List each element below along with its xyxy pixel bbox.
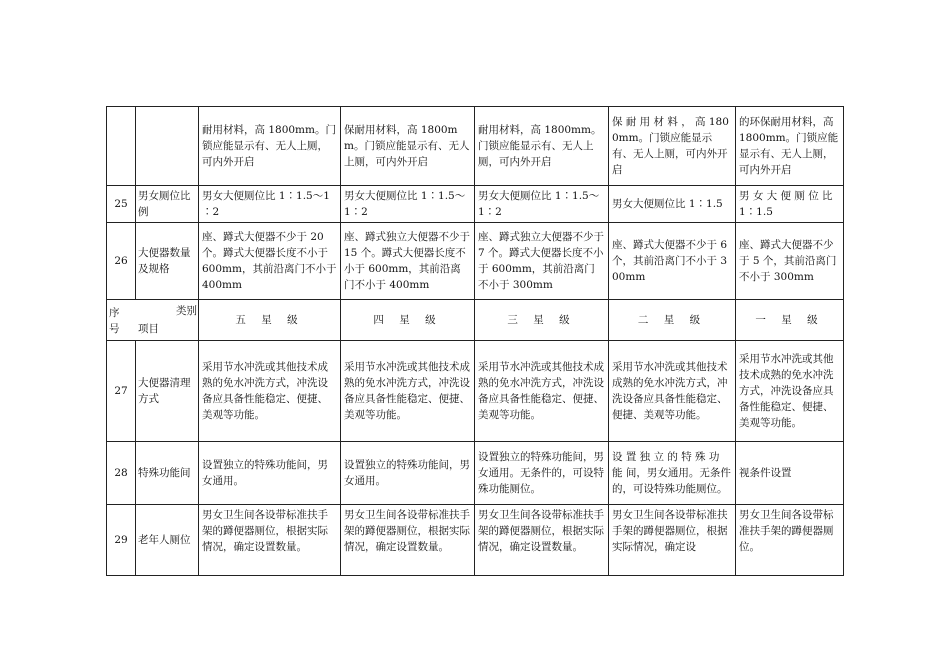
header-seq-label: 序号 — [109, 307, 120, 335]
cell-five-star: 男女大便厕位比 1∶1.5～1∶2 — [199, 186, 341, 223]
row-item: 大便器清理方式 — [136, 341, 199, 442]
cell-one-star: 男 女 大 便 厕 位 比 1∶1.5 — [736, 186, 844, 223]
row-number: 27 — [107, 341, 136, 442]
row-number — [107, 107, 136, 186]
row-number: 25 — [107, 186, 136, 223]
header-four-star: 四 星 级 — [341, 300, 475, 341]
header-five-star: 五 星 级 — [199, 300, 341, 341]
cell-one-star: 座、蹲式大便器不少于 5 个，其前沿离门不小于 300mm — [736, 223, 844, 300]
standards-table — [106, 106, 844, 576]
cell-two-star: 座、蹲式大便器不少于 6 个，其前沿离门不小于 300mm — [609, 223, 736, 300]
table-row — [107, 186, 844, 223]
cell-one-star: 的环保耐用材料，高 1800mm。门锁应能显示有、无人上厕，可内外开启 — [736, 107, 844, 186]
cell-five-star: 座、蹲式大便器不少于 20 个。蹲式大便器长度不小于 600mm，其前沿离门不小于 400mm — [199, 223, 341, 300]
cell-four-star: 采用节水冲洗或其他技术成熟的免水冲洗方式，冲洗设备应具备性能稳定、便捷、美观等功能。 — [341, 341, 475, 442]
cell-one-star: 男女卫生间各设带标准扶手架的蹲便器厕位。 — [736, 505, 844, 576]
header-one-star: 一 星 级 — [736, 300, 844, 341]
cell-four-star: 座、蹲式独立大便器不少于 15 个。蹲式大便器长度不小于 600mm，其前沿离门不小于 400mm — [341, 223, 475, 300]
cell-five-star: 耐用材料，高 1800mm。门锁应能显示有、无人上厕，可内外开启 — [199, 107, 341, 186]
table-row — [107, 341, 844, 442]
cell-three-star: 耐用材料，高 1800mm。门锁应能显示有、无人上厕，可内外开启 — [475, 107, 609, 186]
header-three-star: 三 星 级 — [475, 300, 609, 341]
cell-five-star: 男女卫生间各设带标准扶手架的蹲便器厕位，根据实际情况，确定设置数量。 — [199, 505, 341, 576]
table-row — [107, 107, 844, 186]
row-number: 29 — [107, 505, 136, 576]
table-row — [107, 223, 844, 300]
cell-three-star: 座、蹲式独立大便器不少于 7 个。蹲式大便器长度不小于 600mm，其前沿离门不小于 300mm — [475, 223, 609, 300]
cell-three-star: 采用节水冲洗或其他技术成熟的免水冲洗方式，冲洗设备应具备性能稳定、便捷、美观等功能。 — [475, 341, 609, 442]
table-row — [107, 442, 844, 505]
cell-five-star: 采用节水冲洗或其他技术成熟的免水冲洗方式，冲洗设备应具备性能稳定、便捷、美观等功能。 — [199, 341, 341, 442]
row-item — [136, 107, 199, 186]
cell-four-star: 保耐用材料，高 1800mm。门锁应能显示有、无人上厕，可内外开启 — [341, 107, 475, 186]
row-item: 特殊功能间 — [136, 442, 199, 505]
cell-two-star: 男女卫生间各设带标准扶手架的蹲便器厕位，根据实际情况，确定设 — [609, 505, 736, 576]
cell-one-star: 采用节水冲洗或其他技术成熟的免水冲洗方式，冲洗设备应具备性能稳定、便捷、美观等功能。 — [736, 341, 844, 442]
table-header-row — [107, 300, 844, 341]
header-item-label: 项目 — [138, 323, 159, 335]
cell-four-star: 男女卫生间各设带标准扶手架的蹲便器厕位，根据实际情况，确定设置数量。 — [341, 505, 475, 576]
row-number: 28 — [107, 442, 136, 505]
cell-four-star: 设置独立的特殊功能间，男女通用。 — [341, 442, 475, 505]
row-number: 26 — [107, 223, 136, 300]
cell-three-star: 男女大便厕位比 1∶1.5～1∶2 — [475, 186, 609, 223]
cell-three-star: 男女卫生间各设带标准扶手架的蹲便器厕位，根据实际情况，确定设置数量。 — [475, 505, 609, 576]
cell-two-star: 保 耐 用 材 料 ， 高 1800mm。门锁应能显示有、无人上厕，可内外开启 — [609, 107, 736, 186]
header-corner-cell — [107, 300, 199, 341]
cell-one-star: 视条件设置 — [736, 442, 844, 505]
table-row — [107, 505, 844, 576]
header-two-star: 二 星 级 — [609, 300, 736, 341]
cell-two-star: 采用节水冲洗或其他技术成熟的免水冲洗方式，冲洗设备应具备性能稳定、便捷、美观等功能。 — [609, 341, 736, 442]
cell-three-star: 设置独立的特殊功能间，男女通用。无条件的，可设特殊功能厕位。 — [475, 442, 609, 505]
row-item: 大便器数量及规格 — [136, 223, 199, 300]
row-item: 男女厕位比例 — [136, 186, 199, 223]
cell-five-star: 设置独立的特殊功能间，男女通用。 — [199, 442, 341, 505]
cell-two-star: 男女大便厕位比 1∶1.5 — [609, 186, 736, 223]
cell-two-star: 设 置 独 立 的 特 殊 功 能 间，男女通用。无条件的，可设特殊功能厕位。 — [609, 442, 736, 505]
cell-four-star: 男女大便厕位比 1∶1.5～1∶2 — [341, 186, 475, 223]
header-category-label: 类别 — [176, 305, 197, 317]
row-item: 老年人厕位 — [136, 505, 199, 576]
